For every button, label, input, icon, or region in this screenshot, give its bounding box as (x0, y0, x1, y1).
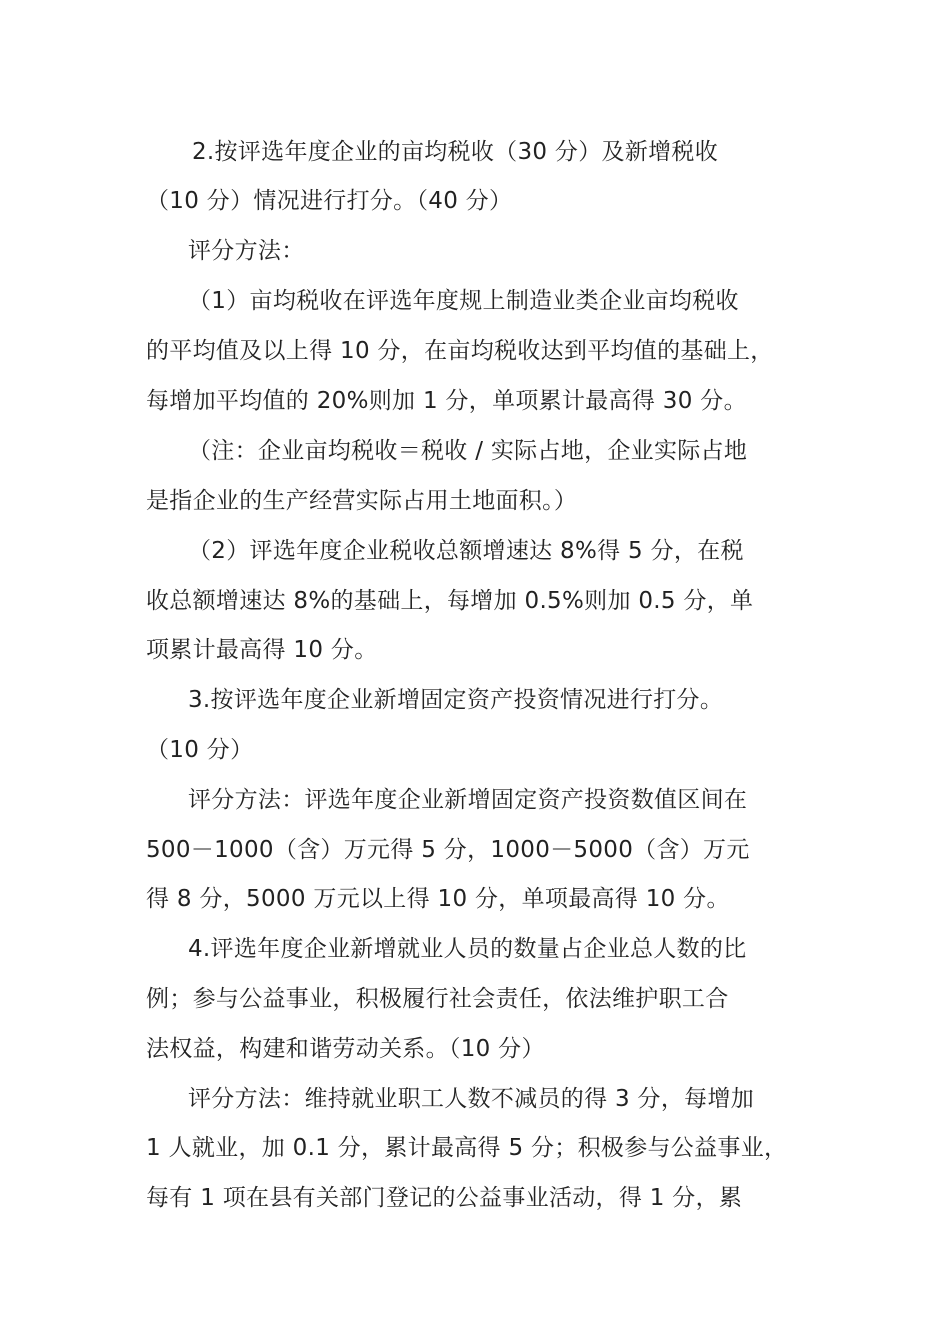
text-line: 每有 1 项在县有关部门登记的公益事业活动，得 1 分，累 (146, 1185, 743, 1211)
text-line: 2.按评选年度企业的亩均税收（30 分）及新增税收 (192, 139, 719, 165)
text-line: 例；参与公益事业，积极履行社会责任，依法维护职工合 (146, 986, 729, 1012)
text-line: （1）亩均税收在评选年度规上制造业类企业亩均税收 (188, 288, 739, 314)
text-line: 评分方法： (188, 238, 305, 264)
text-line: 项累计最高得 10 分。 (146, 637, 378, 663)
text-line: 评分方法：评选年度企业新增固定资产投资数值区间在 (188, 787, 748, 813)
text-line: 4.评选年度企业新增就业人员的数量占企业总人数的比 (188, 936, 747, 962)
text-line: （10 分）情况进行打分。（40 分） (146, 188, 513, 214)
text-line: 500－1000（含）万元得 5 分，1000－5000（含）万元 (146, 837, 750, 863)
text-line: 是指企业的生产经营实际占用土地面积。） (146, 488, 578, 514)
text-line: 1 人就业，加 0.1 分，累计最高得 5 分；积极参与公益事业， (146, 1135, 788, 1161)
text-line: 法权益，构建和谐劳动关系。（10 分） (146, 1036, 545, 1062)
text-line: （2）评选年度企业税收总额增速达 8%得 5 分，在税 (188, 538, 744, 564)
text-line: 收总额增速达 8%的基础上，每增加 0.5%则加 0.5 分，单 (146, 588, 754, 614)
text-line: 每增加平均值的 20%则加 1 分，单项累计最高得 30 分。 (146, 388, 747, 414)
text-line: （10 分） (146, 737, 254, 763)
text-line: 的平均值及以上得 10 分，在亩均税收达到平均值的基础上， (146, 338, 774, 364)
text-line: 得 8 分，5000 万元以上得 10 分，单项最高得 10 分。 (146, 886, 730, 912)
text-line: 评分方法：维持就业职工人数不减员的得 3 分，每增加 (188, 1086, 755, 1112)
text-line: 3.按评选年度企业新增固定资产投资情况进行打分。 (188, 687, 724, 713)
text-line: （注：企业亩均税收＝税收 / 实际占地，企业实际占地 (188, 438, 748, 464)
